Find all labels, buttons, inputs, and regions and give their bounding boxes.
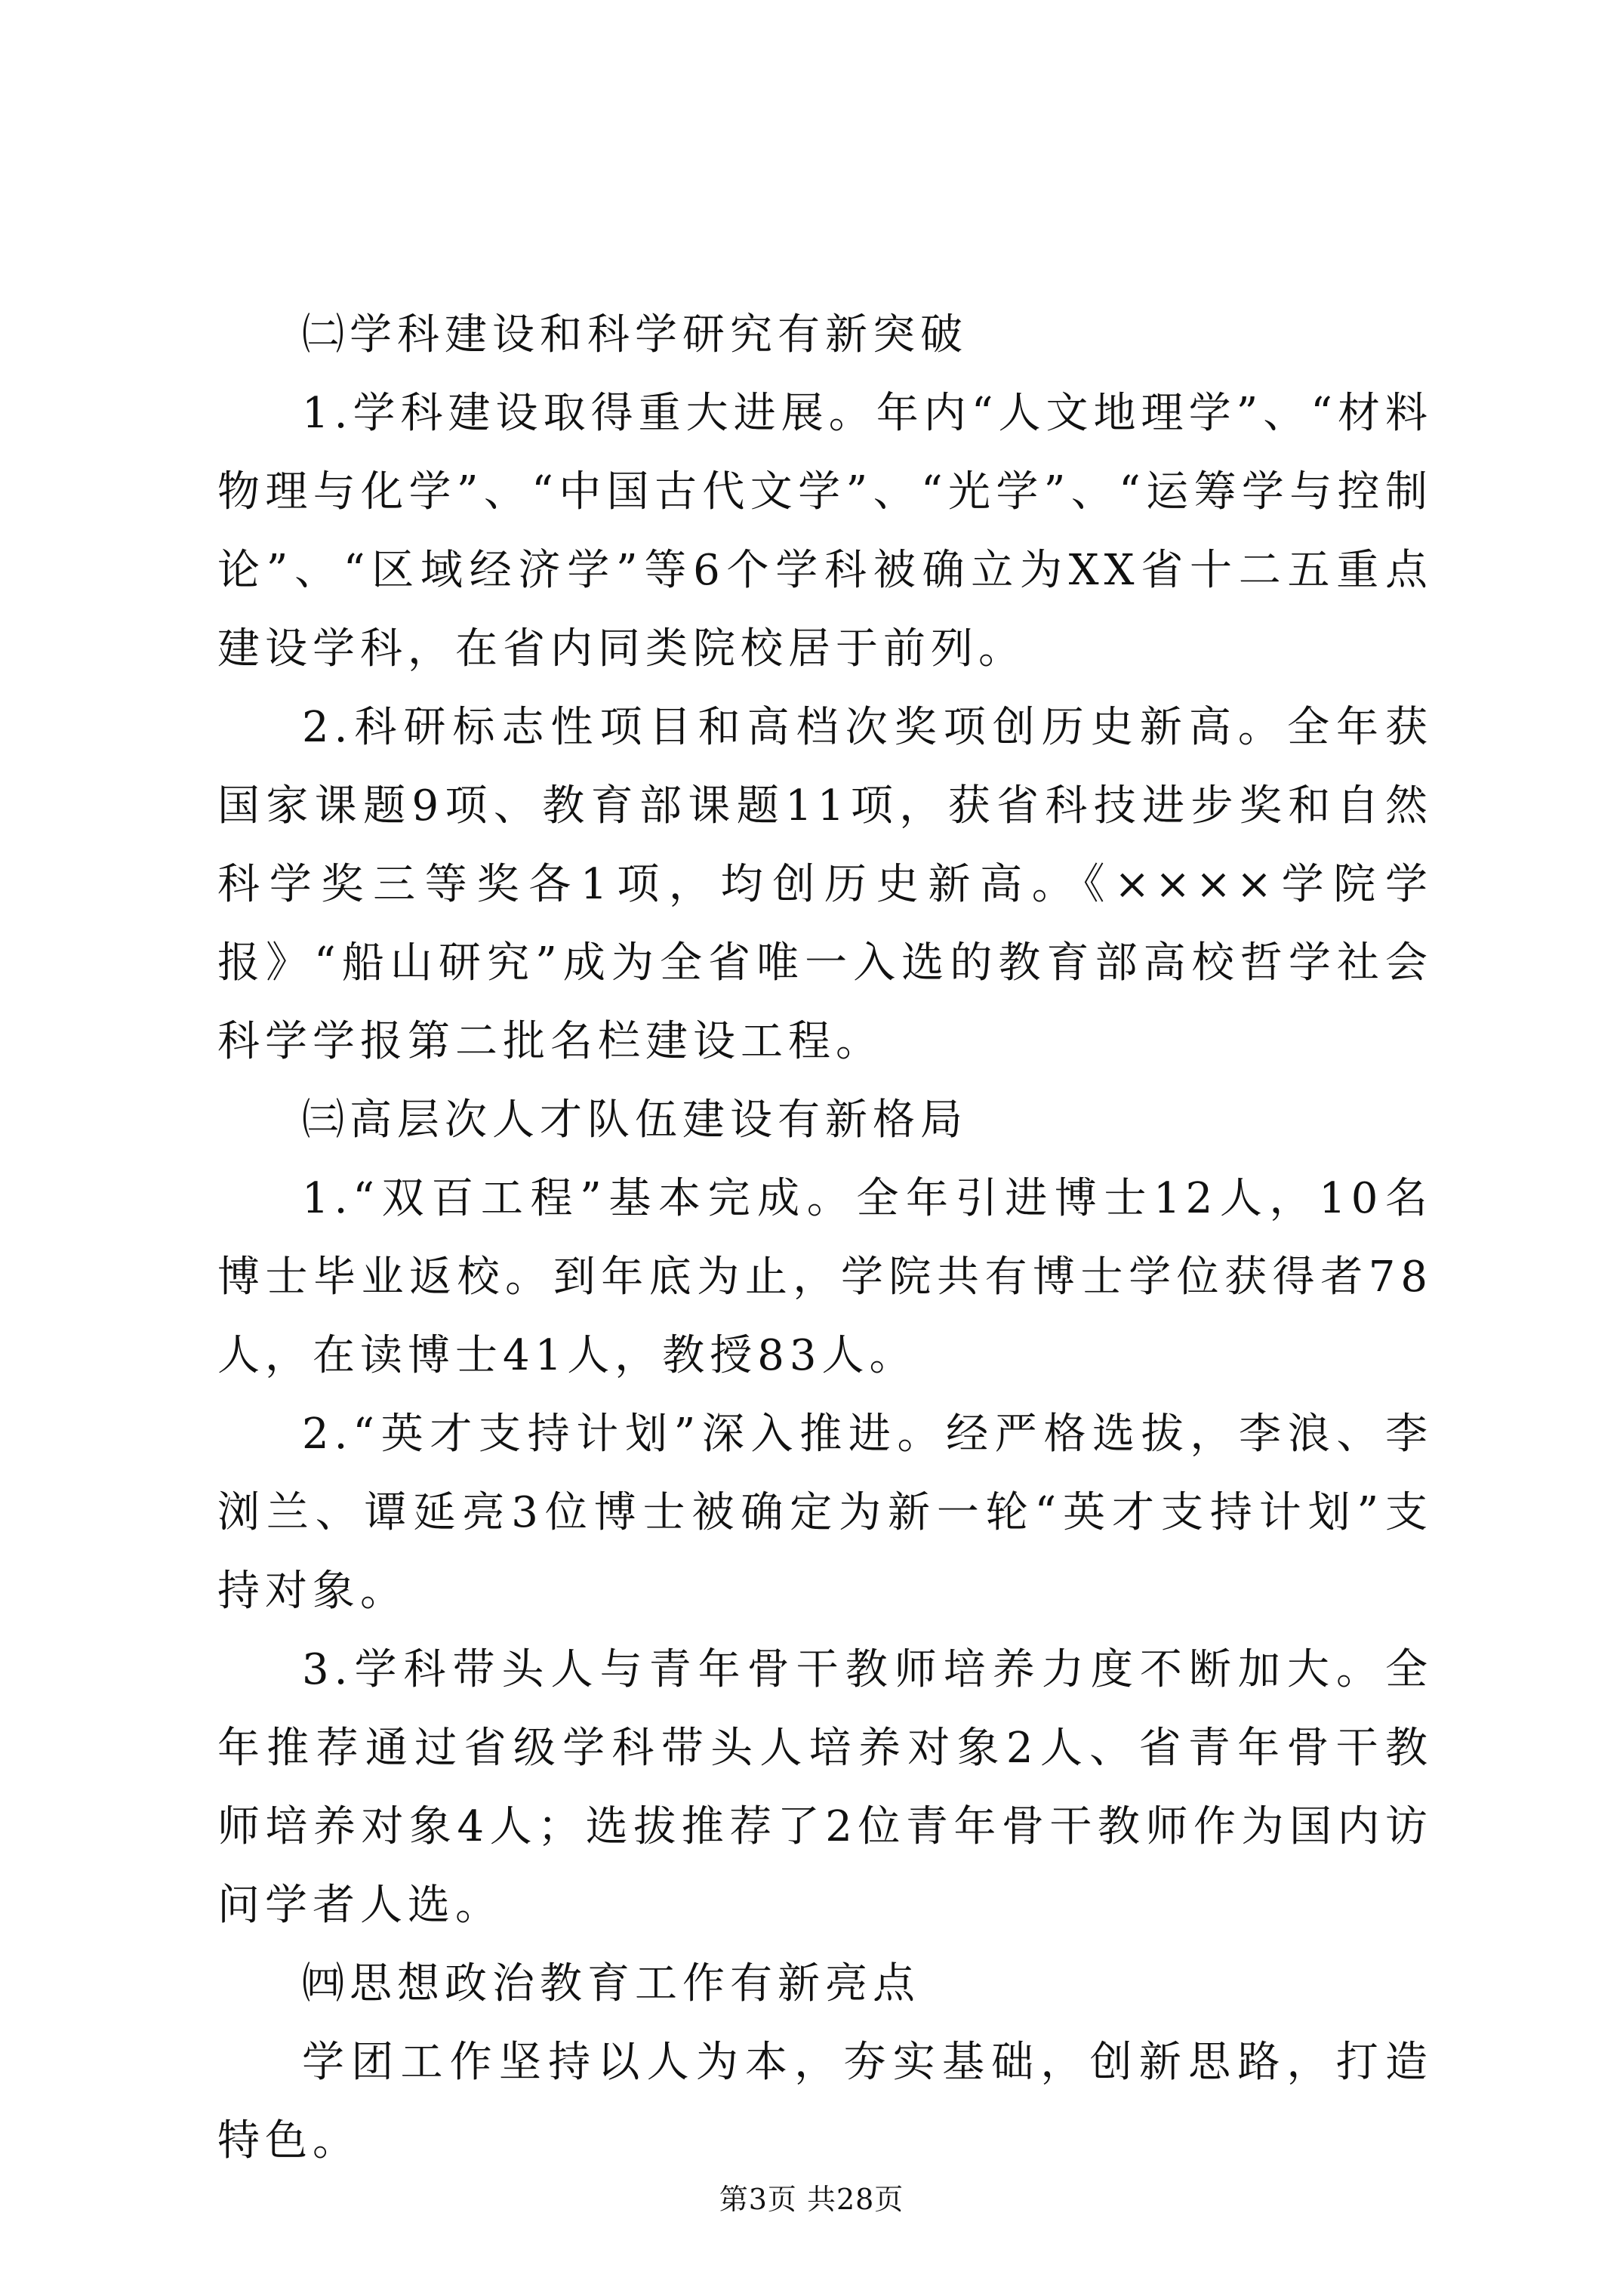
paragraph-talent-support-plan: 2.“英才支持计划”深入推进。经严格选拔，李浪、李浏兰、谭延亮3位博士被确定为新一轮“英才支持计划”支持对象。	[217, 1410, 1433, 1616]
paragraph-student-work: 学团工作坚持以人为本，夯实基础，创新思路，打造特色。	[217, 2038, 1433, 2165]
paragraph-teacher-training: 3.学科带头人与青年骨干教师培养力度不断加大。全年推荐通过省级学科带头人培养对象2人、省青年骨干教师培养对象4人；选拔推荐了2位青年骨干教师作为国内访问学者人选。	[217, 1645, 1433, 1930]
paragraph-research-projects: 2.科研标志性项目和高档次奖项创历史新高。全年获国家课题9项、教育部课题11项，获省科技进步奖和自然科学奖三等奖各1项，均创历史新高。《××××学院学报》“船山研究”成为全省唯一入选的教育部高校哲学社会科学学报第二批名栏建设工程。	[217, 703, 1433, 1066]
section-heading-3: ㈢高层次人才队伍建设有新格局	[302, 1096, 968, 1145]
page-number-footer: 第3页 共28页	[719, 2183, 904, 2216]
paragraph-discipline-construction: 1.学科建设取得重大进展。年内“人文地理学”、“材料物理与化学”、“中国古代文学”、“光学”、“运筹学与控制论”、“区域经济学”等6个学科被确立为XX省十二五重点建设学科，在省内同类院校居于前列。	[217, 389, 1433, 673]
section-heading-4: ㈣思想政治教育工作有新亮点	[302, 1959, 920, 2008]
section-heading-2: ㈡学科建设和科学研究有新突破	[302, 310, 968, 359]
document-body	[217, 296, 1433, 2180]
paragraph-double-hundred-project: 1.“双百工程”基本完成。全年引进博士12人，10名博士毕业返校。到年底为止，学院共有博士学位获得者78人，在读博士41人，教授83人。	[217, 1174, 1433, 1380]
